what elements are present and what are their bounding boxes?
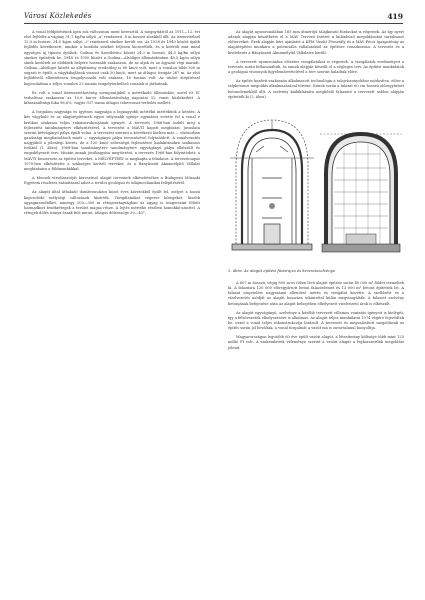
left-column [24,30,200,220]
paragraph: A 607 m hosszú, végig 800 m-es ívben lévő alagút építése során 40 000 m³ földet termeltek ki. A falazásra 120 000 előregyártott beton falazóelemet és 13 000 m³ betont építettek be. A falazat szigetelést nagyszámú ellenőrző mérés és vizsgálat követte. A szellőzést és a vízelvezetés módját az alagút hosszára tekintettel külön megvizsgálták. A falazott szelvény betonjának befejezése után az alagút belsejében elhelyezett vízelvezető árok is elkészült. [228,280,404,306]
paragraph: A forgalom nagysága és igyénes nagysága a legnagyobb mértékű mértékűek a kérdés: A kés vágyhaló és az alagútépítésnek egyre súlyosabb igénye egymásra vetette fel a vonal e kritikus szakasza teljes rekonstrukciójának igényét. A tervezés 1966-ban indult meg a fejlesztési tanulmányterv elkészítésével. A tervezést a MÁVTI kapott megbízást. Javaslata szerint kétvágányú pálya épült volna. A tervezést szerinti a következő körben már — elsősorban gazdasági megfontolások miatt — egyvágányú pálya tervezésével folytatódott. A vonalvezetés nagyjából a jelenlegi követi, de a 120 km/ó sebességű fejlesztésre kialakításokra szakaszos ívekkel (1. ábra). 1968-ban tanulmányterv tanulmányterv egyvágányú pálya elkészült és engedélyezett terv. Miután annak jóváhagyása megtörtént, a tervezés 1968-ban folytatódott: a MÁVTI beszerezte az építési terveket, a MÉLYÉPTERV is megkapta a feladatot. A tervezőcsapat 1970-ben elkészítette a szükséges kiviteli terveket, és a Bányászati Aknamélyítő Vállalat megbízására a földmunkákkal. [24,110,200,171]
right-column [228,30,404,355]
paragraph: Az alagút által áthaladó dombvonulatot közel éves kőzetekből épült fel, melyet a hozzá kapcsolódó mélységi változások kísérték. Vizsgálataikat végezve kötegeket, kisebb agyagmeredtéket, mintegy 200—300 m rétegvastagságban az agyag is tengerszint fölötti harmadkori fenékrétegek a terület magas része. A lejtés mértéke részben homokkő-szinttel. A rétegek dőlés iránya észak felé mutat, átlagos dőlésszöge 30—40°. [24,190,200,215]
tunnel-cross-section-figure [228,108,404,264]
header-rule [24,23,403,24]
paragraph: Az alagút nyomvonalában 165 mm átmérőjű talajkutató fúrásokat is végeztek. Az így nyert adatok alapján készíthette el a MÁV Tervező Intézet a különböző megoldásokat tartalmazó előterveket. Ezek alapján kért ajánlatot a KPM Vasúti Főosztály és a MÁV Pécsi Igazgatóság az alagútépítési munkára a potenciális vállalatoktól az építésre vonatkozóan. A tervezés és a kivitelezés a Bányászati Aknamélyítő Vállalatra került. [228,30,404,55]
paragraph: A tervezett nyomvonalon előzetes vizsgálatokat is végeztek. A vizsgálatok eredményeit a tervezés során felhasználták, és ennek alapján készült el a végleges terv. Az építési munkálatok a geológiai viszonyok figyelembevételével a terv szerint haladtak előre. [228,59,404,75]
tunnel-drawing [228,108,404,264]
construction-section-drawing [230,120,314,250]
figure-caption: 2. ábra. Az alagút építési fázisrajza és keresztszelvénye [228,267,336,273]
paragraph: Ez volt a vonal üzemeztethetőség szempontjából a mértékadó állomásköz, mivel itt IV. terheléssz szakaszon az 10,6 km-es állomástávolság napontai 52 vonat közlekedett. A kihasználtsági foka 96,6%, vagyis 937 tonna átlagos tehervonat-terhelés mellett. [24,90,200,106]
paragraph: A vonal feldpítésének igen sok változáson ment keresztül. A megnyitástól az 1911—12. évi első fejlődés a vágány 31,7 kg/fm súlyú „a" rendszerű, 8 m hosszú sínekből állt. Az üzemvitelnél 12,0 m hosszú, 34,5 kg/m súlyú „i" rendszerű sínekre került sor. Az 1938 és 1940 között újabb fejlődés következett, amikor a korábbi síneket teljesen kicserélték, és a kitérők már mind egységes új típusra épültek. Godina és Szentlőrinc között 24,3 m hosszú, 44,5 kg/fm súlyú síneket építettek be. 1948 és 1950 között a Godina—Alsóliget állomásközben 48,5 kg/m súlyú sínek kerültek az előbbiek helyére hosszabb szakaszon, de az aljak és az ágyazat régi maradt. Godina—Alsóliget között az alépítmény eredetileg is 60 km/ó volt, mert a vonalon több 300 m sugarú ív épült, a vágykihajlások viszont csak 50 km/ó, mert az átlagos ívsugár 267 m. Az első fejlődéstől ellentétesen tengelyvonalú volt szakasz, 16 tonnás volt. Az utolsó átépítéssel kapcsolatban a teljes vonalon 23 tonnás tengelyterhelésű vonatok is járhatnak. [24,30,200,86]
paragraph: A Mecsek vízválasztóját keresztező alagút terveinek elkészítéséhez a Budapesti Műszaki Egyetem részletes számítással adott a terület geológiai és talajmechanikai felépítéséről. [24,176,200,186]
journal-title: Városi Közlekedés [24,12,92,20]
page-number: 419 [387,12,403,21]
paragraph: Az építés kezdeti szakaszán alkalmazott technológia a talajviszonyokhoz módosítva, előre a talpbetonos megoldás alkalmazásával történt. Ennek során a falazat 60 cm hosszú előregyártott betonelemekből állt. A szelvény kialakítására megfelelő falazatot a tervezett sablon alapján építették ki (2. ábra). [228,79,404,99]
paragraph: Az alagút egyvágányú, szelvénye a később tervezett villamos vontatás igényeit is kielégíti, így a felsővezeték elhelyezésére is alkalmas. Az alagút teljes munkálatai 1974 végére fejeződtek be, ezzel a vonal teljes rekonstrukciója lezárult. A tervezett és megvalósított megoldások az építés során jól beváltak, a vonal forgalmát a vasút ma is zavartalanul bonyolítja. [228,310,404,331]
paragraph: Magyarországon legutóbb 60 éve épült vasúti alagút, a létesítmény költsége több mint 125 millió Ft volt. A szakemberek véleménye szerint a vasúti alagút a legkorszerűbb megoldást jelenti. [228,335,404,350]
finished-profile-drawing [320,134,402,252]
